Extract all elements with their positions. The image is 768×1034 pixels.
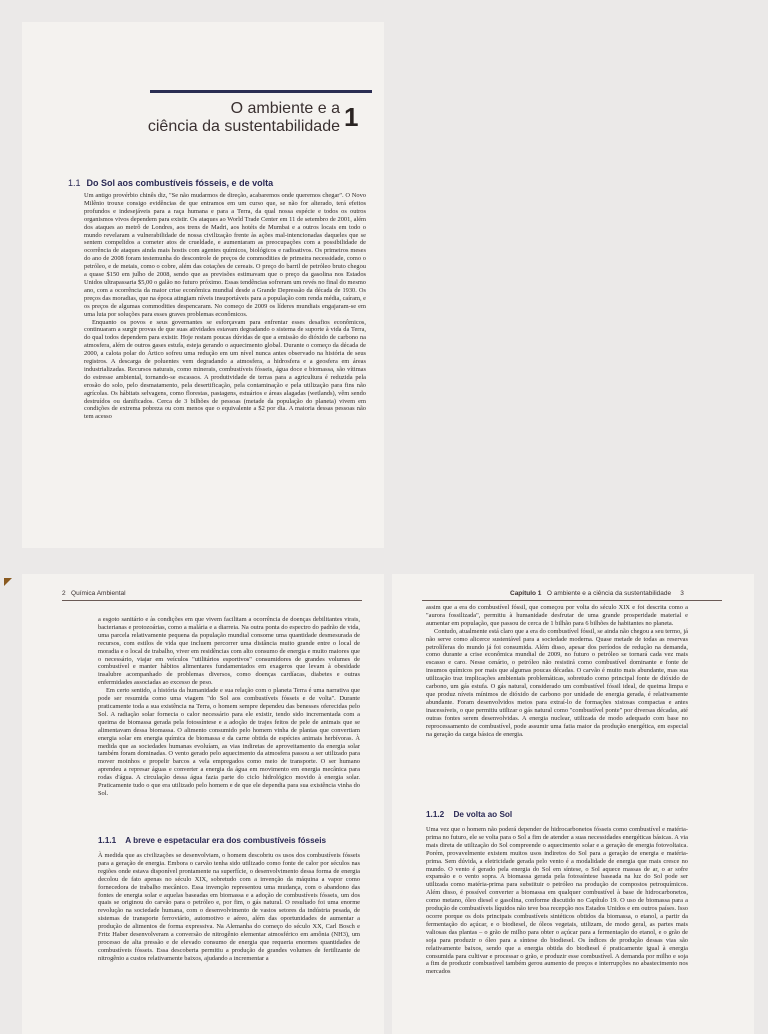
- section-heading: [68, 178, 273, 188]
- page-1-body: [84, 192, 366, 421]
- running-head-title: O ambiente e a ciência da sustentabilidade: [546, 590, 672, 597]
- running-head: [62, 590, 126, 597]
- subsection-number: 1.1.2: [426, 810, 445, 819]
- running-head-rule: [422, 600, 722, 601]
- running-head-chapter: Capítulo 1: [510, 590, 542, 597]
- subsection-number: 1.1.1: [98, 836, 117, 845]
- page-number: 3: [680, 590, 684, 597]
- subsection-heading: [98, 836, 326, 845]
- page-3-body-top: [426, 604, 688, 738]
- corner-mark: [4, 578, 12, 586]
- page-3-body-bottom: [426, 826, 688, 976]
- chapter-title-line-1: O ambiente e a: [230, 100, 340, 117]
- paragraph: Enquanto os povos e seus governantes se esforçavam para enfrentar esses desafios econômicos, continuaram a surgir provas de que suas atividades estavam degradando o sistema de suporte à vida da Terra, do qual todos dependem para existir. Hoje restam poucas dúvidas de que a emissão do dióxido de carbono na atmosfera, além de outros gases estufa, esteja gerando o aquecimento global. Durante o começo da década de 2000, a calota polar do Ártico sofreu uma redução em um nível nunca antes observado na história de seus registros. A descarga de poluentes vem degradando a atmosfera, a hidrosfera e a geosfera em áreas industrializadas. Recursos naturais, como minerais, combustíveis fósseis, água doce e biomassa, são vítimas do estresse ambiental, tornando-se escassos. A produtividade de terras para a agricultura é reduzida pela erosão do solo, pelo desmatamento, pela desertificação, pela contaminação e pela utilização para fins não agrícolas. Os hábitats selvagens, como florestas, pastagens, estuários e áreas alagadas (wetlands), vêm sendo destruídos ou danificados. Cerca de 3 bilhões de pessoas (metade da população do planeta) vivem em condições de extrema pobreza ou com menos que o equivalente a $2 por dia. A maioria dessas pessoas não tem acesso: [84, 318, 366, 421]
- subsection-title: De volta ao Sol: [453, 810, 513, 819]
- page-2-body-top: [98, 616, 360, 798]
- page-number: 2: [62, 590, 66, 597]
- paragraph: a esgoto sanitário e às condições em que vivem facilitam a ocorrência de doenças debilitantes virais, bacterianas e protozoárias, como a malária e a diarreia. Na outra ponta do espectro do padrão de vida, uma parcela relativamente pequena da população mundial consome uma quantidade desmesurada de recursos, com estilos de vida que incluem percorrer uma distância muito grande entre o local de moradia e o local de trabalho, viver em residências com alto consumo de energia e muito maiores que o necessário, viajar em veículos "utilitários esportivos" consumidores de grandes volumes de combustível e manter hábitos alimentares fundamentados em exageros que levam à obesidade insalubre acompanhado de problemas diversos, como doenças cardíacas, diabetes e outras enfermidades associadas ao excesso de peso.: [98, 616, 360, 687]
- paragraph: Contudo, atualmente está claro que a era do combustível fóssil, se ainda não chegou a seu termo, já não serve como alicerce sustentável para a sociedade moderna. Quase metade de todas as reservas petrolíferas do mundo já foi consumida. Além disso, apesar dos períodos de redução na demanda, como durante a crise econômica mundial de 2009, no futuro o petróleo se tornará cada vez mais escasso e caro. Nesse cenário, o petróleo não resistirá como combustível dominante e fonte de insumos químicos por mais que algumas poucas décadas. O carvão é muito mais abundante, mas sua utilização traz implicações ambientais problemáticas, sobretudo como principal fonte de dióxido de carbono, um gás estufa. O gás natural, considerado um combustível fóssil ideal, de queima limpa e que produz níveis mínimos de dióxido de carbono por unidade de energia gerada, é relativamente abundante. Foram desenvolvidos meios para extraí-lo de formações xistosas compactas e antes inacessíveis, o que permitiu utilizar o gás natural como "combustível ponte" por diversas décadas, até outras fontes serem desenvolvidas. A energia nuclear, utilizada de modo adequado com base no reprocessamento de combustível, pode assumir uma fatia maior da produção energética, em especial na geração da carga básica de energia.: [426, 627, 688, 738]
- paragraph: Um antigo provérbio chinês diz, "Se não mudarmos de direção, acabaremos onde queremos chegar". O Novo Milênio trouxe consigo evidências de que entramos em um curso que, se não for alterado, terá efeitos profundos e indesejáveis para a raça humana e para a Terra, da qual nossa espécie e todos os outros organismos vivos dependem para existir. Os ataques ao World Trade Center em 11 de setembro de 2001, além dos ataques ao metrô de Londres, aos trens de Madri, aos hotéis de Mumbai e a outros locais em todo o mundo revelaram a vulnerabilidade de nossa civilização frente às ações mal-intencionadas daqueles que se sentem compelidos a cometer atos de crueldade, e aumentaram as preocupações com a possibilidade de ocorrência de ataques ainda mais hostis com agentes químicos, biológicos e radioativos. Os primeiros meses do ano de 2008 foram testemunha do descontrole de preços de commodities de primeira necessidade, como o petróleo, e de metais, como o cobre, além das cotações de cereais. O preço do barril de petróleo bruto chegou a quase $150 em julho de 2008, sendo que as previsões estimavam que o preço da gasolina nos Estados Unidos ultrapassaria $5,00 o galão no futuro próximo. Essas tendências sofreram um revés no final do mesmo ano, com a ocorrência da maior crise econômica mundial desde a Grande Depressão da década de 1930. Os preços das moradias, que na época atingiam níveis insuportáveis para a população com renda média, caíram, e os preços de algumas commodities despencaram. No começo de 2009 os líderes mundiais engajaram-se em uma luta por soluções para esses graves problemas econômicos.: [84, 192, 366, 318]
- page-2: [22, 574, 384, 1034]
- section-number: 1.1: [68, 178, 81, 188]
- chapter-rule: [150, 90, 372, 93]
- running-head-title: Química Ambiental: [71, 590, 126, 597]
- running-head: [510, 590, 684, 597]
- chapter-title: [140, 100, 340, 136]
- section-title: Do Sol aos combustíveis fósseis, e de volta: [86, 178, 274, 188]
- running-head-rule: [62, 600, 362, 601]
- paragraph: À medida que as civilizações se desenvolviam, o homem descobriu os usos dos combustíveis fósseis para a geração de energia. Embora o carvão tenha sido utilizado como fonte de calor por séculos nas regiões onde estava disponível prontamente na superfície, o desenvolvimento dessa forma de energia decolou de fato apenas no século XIX, sobretudo com a invenção da máquina a vapor como fornecedora de trabalho mecânico. Essa invenção representou uma mudança, com o abandono das fontes de energia solar e aquelas baseadas em biomassa e a adoção de combustíveis fósseis, um dos quais se originou do carvão para o petróleo e, por fim, o gás natural. O resultado foi uma enorme revolução na sociedade humana, com o desenvolvimento de vastos setores da indústria pesada, de sistemas de transporte ferroviário, automotivo e aéreo, além das oportunidades de aumentar a produção de alimentos de forma expressiva. Na Alemanha do começo do século XX, Carl Bosch e Fritz Haber desenvolveram a conversão de nitrogênio elementar atmosférico em amônia (NH3), um processo de alta pressão e de elevado consumo de energia que requeria enormes quantidades de combustíveis fósseis. Essa descoberta permitiu a produção de grandes volumes de fertilizante de nitrogênio a custos relativamente baixos, ajudando a incrementar a: [98, 852, 360, 962]
- page-2-body-bottom: [98, 852, 360, 963]
- subsection-title: A breve e espetacular era dos combustíveis fósseis: [125, 836, 327, 845]
- paragraph: assim que a era do combustível fóssil, que começou por volta do século XIX e foi descrita como a "aurora fossilizada", permitiu à humanidade desfrutar de uma grande prosperidade material e aumentar em população, que passou de cerca de 1 bilhão para 6 bilhões de habitantes no planeta.: [426, 604, 688, 627]
- page-3: [392, 574, 754, 1034]
- chapter-number: 1: [344, 102, 359, 132]
- paragraph: Em certo sentido, a história da humanidade e sua relação com o planeta Terra é uma narrativa que pode ser resumida como uma viagem "do Sol aos combustíveis fósseis e de volta". Durante praticamente toda a sua existência na Terra, o homem sempre dependeu das benesses oferecidas pelo Sol. A radiação solar fornecia o calor necessário para ele existir, tendo sido incrementada com a queima de biomassa gerada pela fotossíntese e a adoção de trajes feitos de pele de animais que se alimentavam dessa biomassa. O alimento consumido pelo homem vinha de plantas que convertiam energia solar em energia química de biomassa e da carne obtida de espécies animais herbívoras. À medida que as sociedades humanas evoluíam, as vias indiretas de aproveitamento da energia solar também foram dominadas. O vento gerado pelo aquecimento da atmosfera passou a ser utilizado para mover moinhos e propelir barcos a vela empregados como meio de transporte. O ser humano aprendeu a represar águas e converter a energia da água em movimento em energia mecânica para rodas d'água. A circulação dessa água fazia parte do ciclo hidrológico movido à energia solar. Praticamente tudo o que era utilizado pelo homem e de que ele dependia para sua existência vinha do Sol.: [98, 687, 360, 797]
- page-1: [22, 22, 384, 548]
- subsection-heading: [426, 810, 512, 819]
- chapter-title-line-2: ciência da sustentabilidade: [147, 118, 340, 135]
- paragraph: Uma vez que o homem não poderá depender de hidrocarbonetos fósseis como combustível e matéria-prima no futuro, ele se volta para o Sol a fim de atender a suas necessidades energéticas básicas. A via mais direta de utilização do Sol compreende o aquecimento solar e a geração de energia fotovoltaica. Porém, provavelmente existem muitos usos indiretos do Sol para a geração de energia e matéria-prima. Sem dúvida, a eletricidade gerada pelo vento é a modalidade de energia que mais cresce no mundo. O vento é gerado pela energia do Sol em síntese, o Sol aquece massas de ar, o ar sofre expansão e o vento sopra. A biomassa gerada pela fotossíntese baseada na luz do Sol pode ser utilizada como matéria-prima para substituir o petróleo na produção de compostos petroquímicos. Além disso, é possível converter a biomassa em qualquer combustível à base de hidrocarbonetos, como metano, óleo diesel e gasolina, conforme discutido no Capítulo 19. O uso de biomassa para a produção de combustíveis líquidos não teve boa recepção nos Estados Unidos e em outros países. Isso ocorre porque os dois principais combustíveis sintéticos obtidos da biomassa, o etanol, a partir da fermentação do açúcar, e o biodiesel, de óleos vegetais, utilizam, de modo geral, as partes mais valiosas das plantas – o grão de milho para obter o açúcar para a fermentação do etanol, e o grão de soja para produzir o óleo para a síntese do biodiesel. Os índices de produção dessas vias são relativamente baixos, sendo que a energia obtida do biodiesel é praticamente igual à energia consumida para cultivar e processar o grão, e produzir esse combustível. A demanda por milho e soja a fim de produzir combustível também gerou aumento de preços e interrupções no abastecimento nos mercados: [426, 826, 688, 976]
